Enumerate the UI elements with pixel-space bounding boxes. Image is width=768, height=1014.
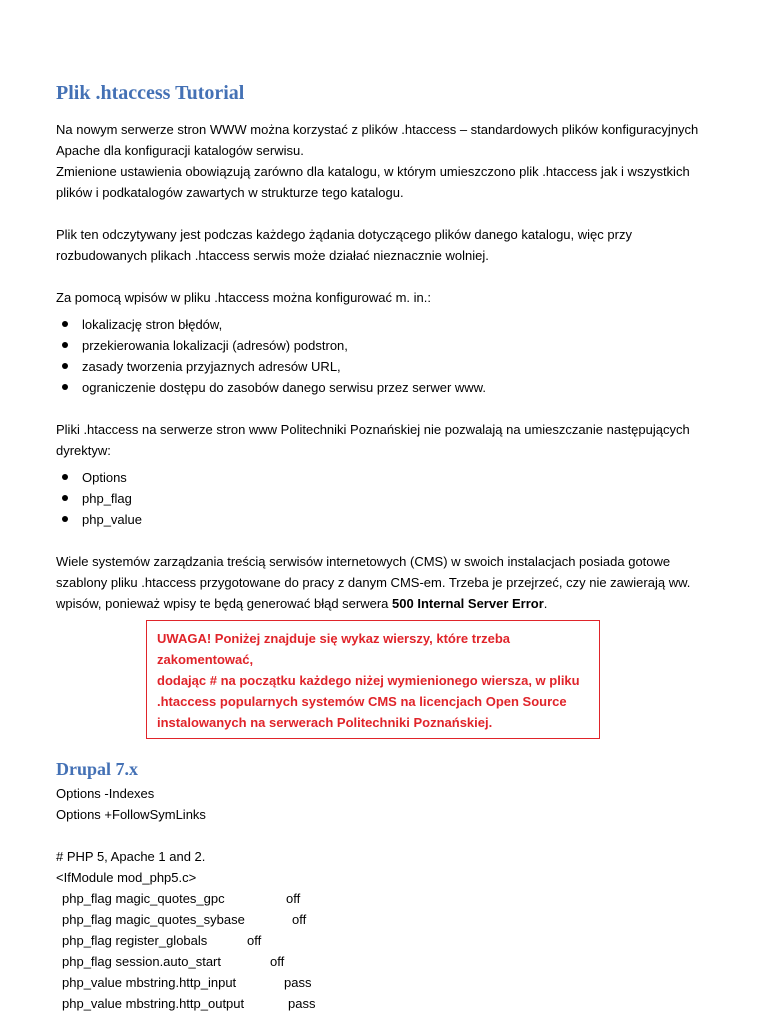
settings-list: [56, 888, 716, 1014]
setting-row: [56, 951, 716, 972]
document-content: [56, 80, 716, 1014]
setting-value: off: [270, 954, 285, 969]
warning-box: [146, 620, 600, 739]
bullet-icon: [62, 474, 68, 480]
list-item: [82, 335, 716, 356]
setting-row: [56, 930, 716, 951]
setting-key: php_flag magic_quotes_gpc: [62, 891, 225, 906]
list-item: [82, 509, 716, 530]
setting-key: php_value mbstring.http_input: [62, 975, 237, 990]
section-heading-drupal: Drupal 7.x: [56, 759, 139, 779]
bullet-icon: [62, 384, 68, 390]
error-code-text: 500 Internal Server Error: [392, 596, 544, 611]
setting-row: [56, 909, 716, 930]
text-line: plików i podkatalogów zawartych w strukturze tego katalogu.: [56, 185, 404, 200]
list-item: [82, 488, 716, 509]
code-comment: # PHP 5, Apache 1 and 2.: [56, 849, 206, 864]
drupal-code: [56, 783, 716, 1014]
list-item-text: Options: [82, 470, 127, 485]
warning-line: instalowanych na serwerach Politechniki Poznańskiej.: [157, 715, 493, 730]
directives-list: [56, 467, 716, 530]
config-list: [56, 314, 716, 398]
text-line: Zmienione ustawienia obowiązują zarówno dla katalogu, w którym umieszczono plik .htaccess jak i wszystkich: [56, 164, 690, 179]
setting-value: off: [247, 933, 262, 948]
code-line: <IfModule mod_php5.c>: [56, 870, 197, 885]
setting-key: php_value mbstring.http_output: [62, 996, 245, 1011]
code-line: Options +FollowSymLinks: [56, 807, 206, 822]
setting-key: php_flag session.auto_start: [62, 954, 221, 969]
text-line: Pliki .htaccess na serwerze stron www Politechniki Poznańskiej nie pozwalają na umieszczanie następujących: [56, 422, 690, 437]
warning-line: dodając # na początku każdego niżej wymienionego wiersza, w pliku: [157, 673, 580, 688]
list-item-text: zasady tworzenia przyjaznych adresów URL,: [82, 359, 341, 374]
bullet-icon: [62, 321, 68, 327]
list-item-text: php_flag: [82, 491, 132, 506]
text-line: Na nowym serwerze stron WWW można korzystać z plików .htaccess – standardowych plików konfiguracyjnych: [56, 122, 699, 137]
page-title: Plik .htaccess Tutorial: [56, 82, 245, 104]
text-line: Wiele systemów zarządzania treścią serwisów internetowych (CMS) w swoich instalacjach posiada gotowe: [56, 554, 671, 569]
text-line: Apache dla konfiguracji katalogów serwisu.: [56, 143, 304, 158]
setting-key: php_flag register_globals: [62, 933, 208, 948]
text-line: rozbudowanych plikach .htaccess serwis może działać nieznacznie wolniej.: [56, 248, 489, 263]
list-item: [82, 467, 716, 488]
code-line: Options -Indexes: [56, 786, 155, 801]
cms-paragraph: [56, 551, 716, 614]
setting-row: [56, 993, 716, 1014]
bullet-icon: [62, 495, 68, 501]
warning-line: UWAGA! Poniżej znajduje się wykaz wierszy, które trzeba zakomentować,: [157, 631, 511, 667]
list-item-text: ograniczenie dostępu do zasobów danego serwisu przez serwer www.: [82, 380, 486, 395]
text-fragment: .: [543, 596, 548, 611]
text-line: [56, 593, 716, 614]
list-item-text: php_value: [82, 512, 142, 527]
setting-row: [56, 972, 716, 993]
list-item: [82, 314, 716, 335]
warning-line: .htaccess popularnych systemów CMS na licencjach Open Source: [157, 694, 567, 709]
setting-value: off: [292, 912, 307, 927]
setting-value: pass: [284, 975, 312, 990]
setting-row: [56, 888, 716, 909]
setting-value: pass: [288, 996, 316, 1011]
setting-value: off: [286, 891, 301, 906]
intro-paragraph-1: [56, 119, 716, 203]
setting-key: php_flag magic_quotes_sybase: [62, 912, 245, 927]
restriction-paragraph: [56, 419, 716, 461]
bullet-icon: [62, 516, 68, 522]
text-fragment: wpisów, ponieważ wpisy te będą generować błąd serwera: [56, 596, 393, 611]
list-item-text: przekierowania lokalizacji (adresów) podstron,: [82, 338, 348, 353]
text-line: dyrektyw:: [56, 443, 111, 458]
list-item: [82, 356, 716, 377]
intro-paragraph-3: Za pomocą wpisów w pliku .htaccess można konfigurować m. in.:: [56, 290, 431, 305]
list-item-text: lokalizację stron błędów,: [82, 317, 223, 332]
bullet-icon: [62, 363, 68, 369]
text-line: szablony pliku .htaccess przygotowane do pracy z danym CMS-em. Trzeba je przejrzeć, czy nie zawierają ww.: [56, 575, 691, 590]
bullet-icon: [62, 342, 68, 348]
list-item: [82, 377, 716, 398]
intro-paragraph-2: [56, 224, 716, 266]
text-line: Plik ten odczytywany jest podczas każdego żądania dotyczącego plików danego katalogu, więc przy: [56, 227, 632, 242]
